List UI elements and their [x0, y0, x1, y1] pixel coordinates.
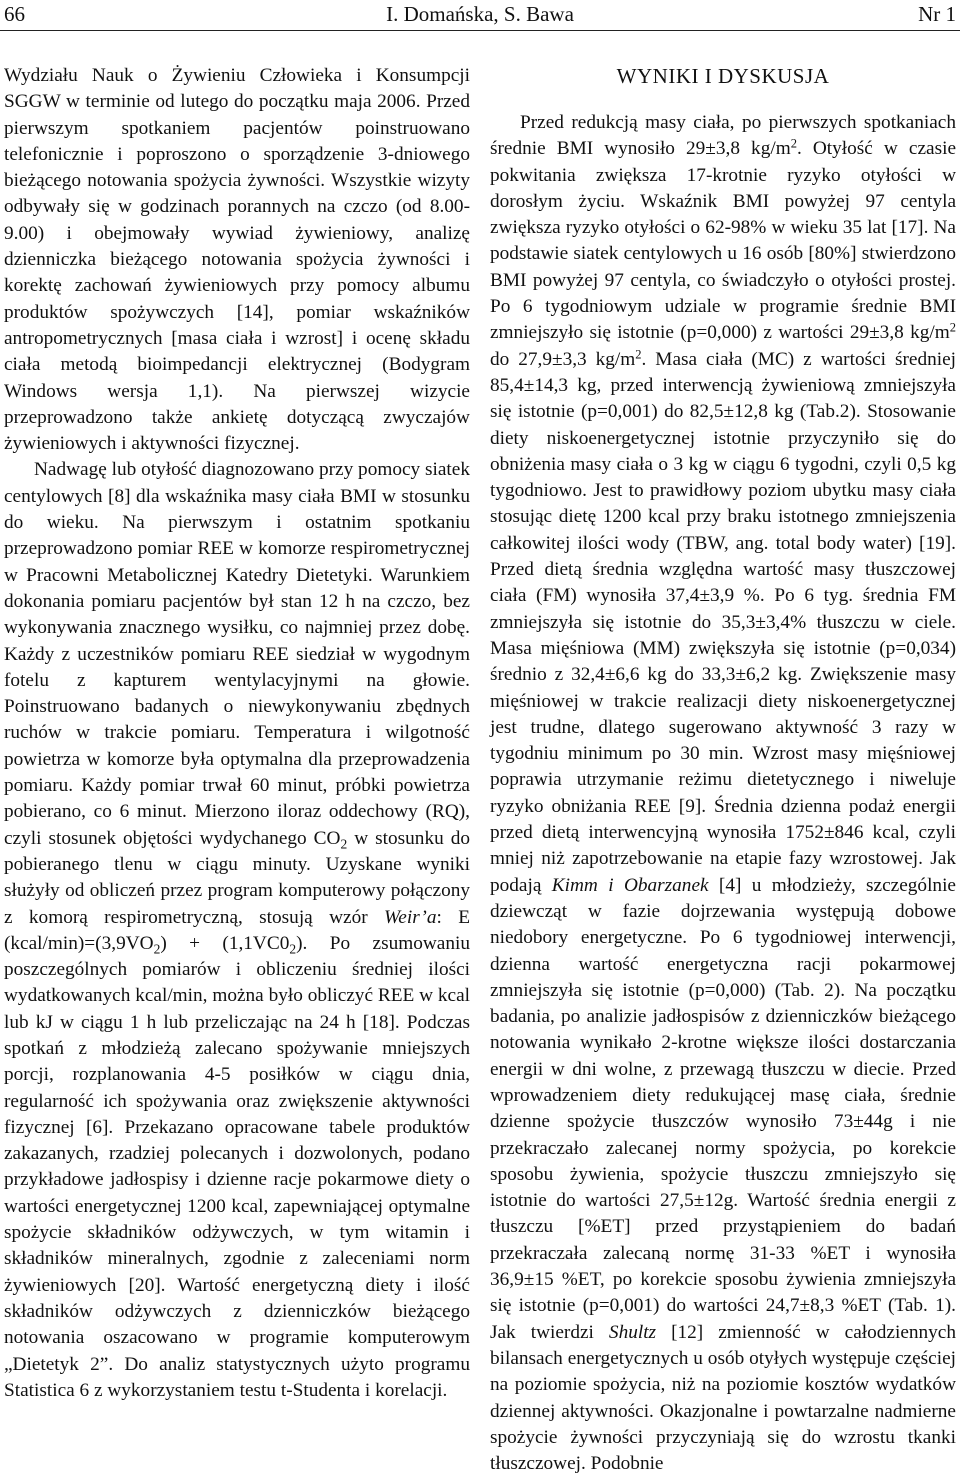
- italic-name: Weir’a: [384, 906, 437, 928]
- left-column: [4, 63, 470, 1404]
- formula-text: ) + (1,1VC0: [160, 932, 290, 954]
- running-header: [0, 0, 960, 31]
- paragraph-methods-ree: [4, 457, 470, 1404]
- subscript: 2: [340, 836, 348, 852]
- running-authors: I. Domańska, S. Bawa: [386, 2, 574, 26]
- paragraph-text: [4] u młodzieży, szczególnie dziewcząt w fazie dojrzewania występują dobowe niedobory energetyczne. Po 6 tygodniowej interwencji, dzienna wartość energetyczna racji pokarmowej zmniejszyła się istotnie (p=0,000) (Tab. 2). Na początku badania, po analizie jadłospisów z dzienniczków bieżącego notowania wynikało 2-krotne większe ilości dostarczania energii w dni wolne, z przewagą tłuszczu w diecie. Przed wprowadzeniem diety redukującej masę ciała, średnie dzienne spożycie tłuszczów wynosiło 73±44g i nie przekraczało zalecanej normy spożycia, po korekcie sposobu żywienia, spożycie tłuszczu zmniejszyło się istotnie do wartości 27,5±12g. Wartość średnia energii z tłuszczu [%ET] przed przystąpieniem do badań przekraczała zalecaną normę 31-33 %ET i wynosiła 36,9±15 %ET, po korekcie sposobu żywienia zmniejszyła się istotnie (p=0,001) do wartości 24,7±8,3 %ET (Tab. 1). Jak twierdzi: [490, 874, 956, 1343]
- paragraph-text: Przed redukcją masy ciała, po pierwszych spotkaniach średnie BMI wynosiło 29±3,8 kg/m: [490, 112, 956, 160]
- superscript: 2: [790, 137, 797, 152]
- paragraph-text: [12] zmienność w całodziennych bilansach energetycznych u osób otyłych występuje częściej na poziomie spożycia, niż na poziomie kosztów wydatków dziennej aktywności. Okazjonalne i powtarzalne nadmierne spożycie żywności przyczyniają się do wzrostu tkanki tłuszczowej. Podobnie: [490, 1321, 956, 1475]
- paragraph-text: ). Po zsumowaniu poszczególnych pomiarów i obliczeniu średniej ilości wydatkowanych kcal/min, można było obliczyć REE w kcal lub kJ w ciągu 1 h lub przeliczając na 24 h [18]. Podczas spotkań z młodzieżą zalecano spożywanie mniejszych porcji, rozplanowania 4-5 posiłków w ciągu dnia, regularność ich spożywania oraz zwiększenie aktywności fizycznej [6]. Przekazano opracowane tabele produktów zakazanych, rzadziej polecanych i dozwolonych, podano przykładowe jadłospisy i dzienne racje pokarmowe diety o wartości energetycznej 1200 kcal, zapewniającej optymalne spożycie składników odżywczych, w tym witamin i składników mineralnych, zgodnie z zaleceniami norm żywieniowych [20]. Wartość energetyczną diety i ilość składników odżywczych z dzienniczków bieżącego notowania oszacowano w programie komputerowym „Dietetyk 2”. Do analiz statystycznych użyto programu Statistica 6 z wykorzystaniem testu t-Studenta i korelacji.: [4, 932, 470, 1401]
- paragraph-text: Wydziału Nauk o Żywieniu Człowieka i Konsumpcji SGGW w terminie od lutego do początku maja 2006. Przed pierwszym spotkaniem pacjentów poinstruowano telefonicznie i poproszono o sporządzenie 3-dniowego bieżącego notowania spożycia żywności. Wszystkie wizyty odbywały się w godzinach porannych na czczo (od 8.00-9.00) i obejmowały wywiad żywieniowy, analizę dzienniczka bieżącego notowania spożycia żywności i korektę zachowań żywieniowych przy pomocy albumu produktów spożywczych [14], pomiar wskaźników antropometrycznych [masa ciała i wzrost] i ocenę składu ciała metodą bioimpedancji elektrycznej (Bodygram Windows wersja 1,1). Na pierwszej wizycie przeprowadzono także ankietę dotyczącą zwyczajów żywieniowych i aktywności fizycznej.: [4, 65, 470, 455]
- paragraph-methods-continued: [4, 63, 470, 457]
- paragraph-text: w stosunku do pobieranego tlenu w ciągu minuty. Uzyskane wyniki służyły od obliczeń przez program komputerowy połączony z komorą respirometryczną, stosują wzór: [4, 827, 471, 928]
- subscript: 2: [289, 941, 297, 957]
- paragraph-text: . Otyłość w czasie pokwitania zwiększa 17-krotnie ryzyko otyłości w dorosłym życiu. Wskaźnik BMI powyżej 97 centyla zwiększa ryzyko otyłości o 62-98% w wieku 35 lat [17]. Na podstawie siatek centylowych u 16 osób [80%] stwierdzono BMI powyżej 97 centyla, co świadczyło o otyłości prostej. Po 6 tygodniowym udziale w programie średnie BMI zmniejszyło się istotnie (p=0,000) z wartości 29±3,8 kg/m: [490, 138, 956, 344]
- formula-text: : E (kcal/min)=(3,9VO: [4, 906, 470, 954]
- right-column: [490, 63, 956, 1477]
- italic-citation: Kimm i Obarzanek: [551, 874, 709, 896]
- section-title: WYNIKI I DYSKUSJA: [616, 64, 830, 88]
- paragraph-text: Nadwagę lub otyłość diagnozowano przy pomocy siatek centylowych [8] dla wskaźnika masy ciała BMI w stosunku do wieku. Na pierwszym i ostatnim spotkaniu przeprowadzono pomiar REE w komorze respirometrycznej w Pracowni Metabolicznej Katedry Dietetyki. Warunkiem dokonania pomiaru pacjentów był stan 12 h na czczo, bez wykonywania znacznego wysiłku, co najmniej przez dobę. Każdy z uczestników pomiaru REE siedział w wygodnym fotelu z kapturem wentylacyjnymi na głowie. Poinstruowano badanych o niewykonywaniu zbędnych ruchów w trakcie pomiaru. Temperatura i wilgotność powietrza w komorze była optymalna dla przeprowadzenia pomiaru. Każdy pomiar trwał 60 minut, próbki powietrza pobierano, co 6 minut. Mierzono iloraz oddechowy (RQ), czyli stosunek objętości wydychanego CO: [4, 459, 470, 849]
- page-number: 66: [4, 2, 25, 26]
- paragraph-text: . Masa ciała (MC) z wartości średniej 85,4±14,3 kg, przed interwencją żywieniową zmniejszyła się istotnie (p=0,001) do 82,5±12,8 kg (Tab.2). Stosowanie diety niskoenergetycznej istotnie przyczyniło się do obniżenia masy ciała o 3 kg w ciągu 6 tygodni, czyli 0,5 kg tygodniowo. Jest to prawidłowy poziom ubytku masy ciała stosując dietę 1200 kcal przy braku istotnego zmniejszenia całkowitej ilości wody (TBW, ang. total body water) [19]. Przed dietą średnia względna wartość masy tłuszczowej ciała (FM) wynosiła 37,4±3,9 %. Po 6 tyg. średnia FM zmniejszyła się istotnie do 35,3±3,4% tłuszczu w ciele. Masa mięśniowa (MM) zwiększyła się istotnie (p=0,034) średnio z 32,4±6,6 kg do 33,3±6,2 kg. Zwiększenie masy mięśniowej w trakcie realizacji diety niskoenergetycznej jest trudne, dlatego sugerowano aktywność 3 razy w tygodniu minimum po 30 min. Wzrost masy mięśniowej poprawia utrzymanie reżimu dietetycznego i niweluje ryzyko obniżania REE [9]. Średnia dzienna podaż energii przed dietą interwencyjną wynosiła 1752±846 kcal, czyli mniej niż zapotrzebowanie na etapie fazy wzrostowej. Jak podają: [490, 348, 957, 896]
- paragraph-text: do 27,9±3,3 kg/m: [490, 348, 636, 370]
- italic-citation: Shultz: [608, 1321, 657, 1343]
- paragraph-results: [490, 110, 956, 1477]
- issue-number: Nr 1: [918, 2, 956, 26]
- superscript: 2: [635, 347, 642, 362]
- subscript: 2: [153, 941, 161, 957]
- superscript: 2: [949, 321, 956, 336]
